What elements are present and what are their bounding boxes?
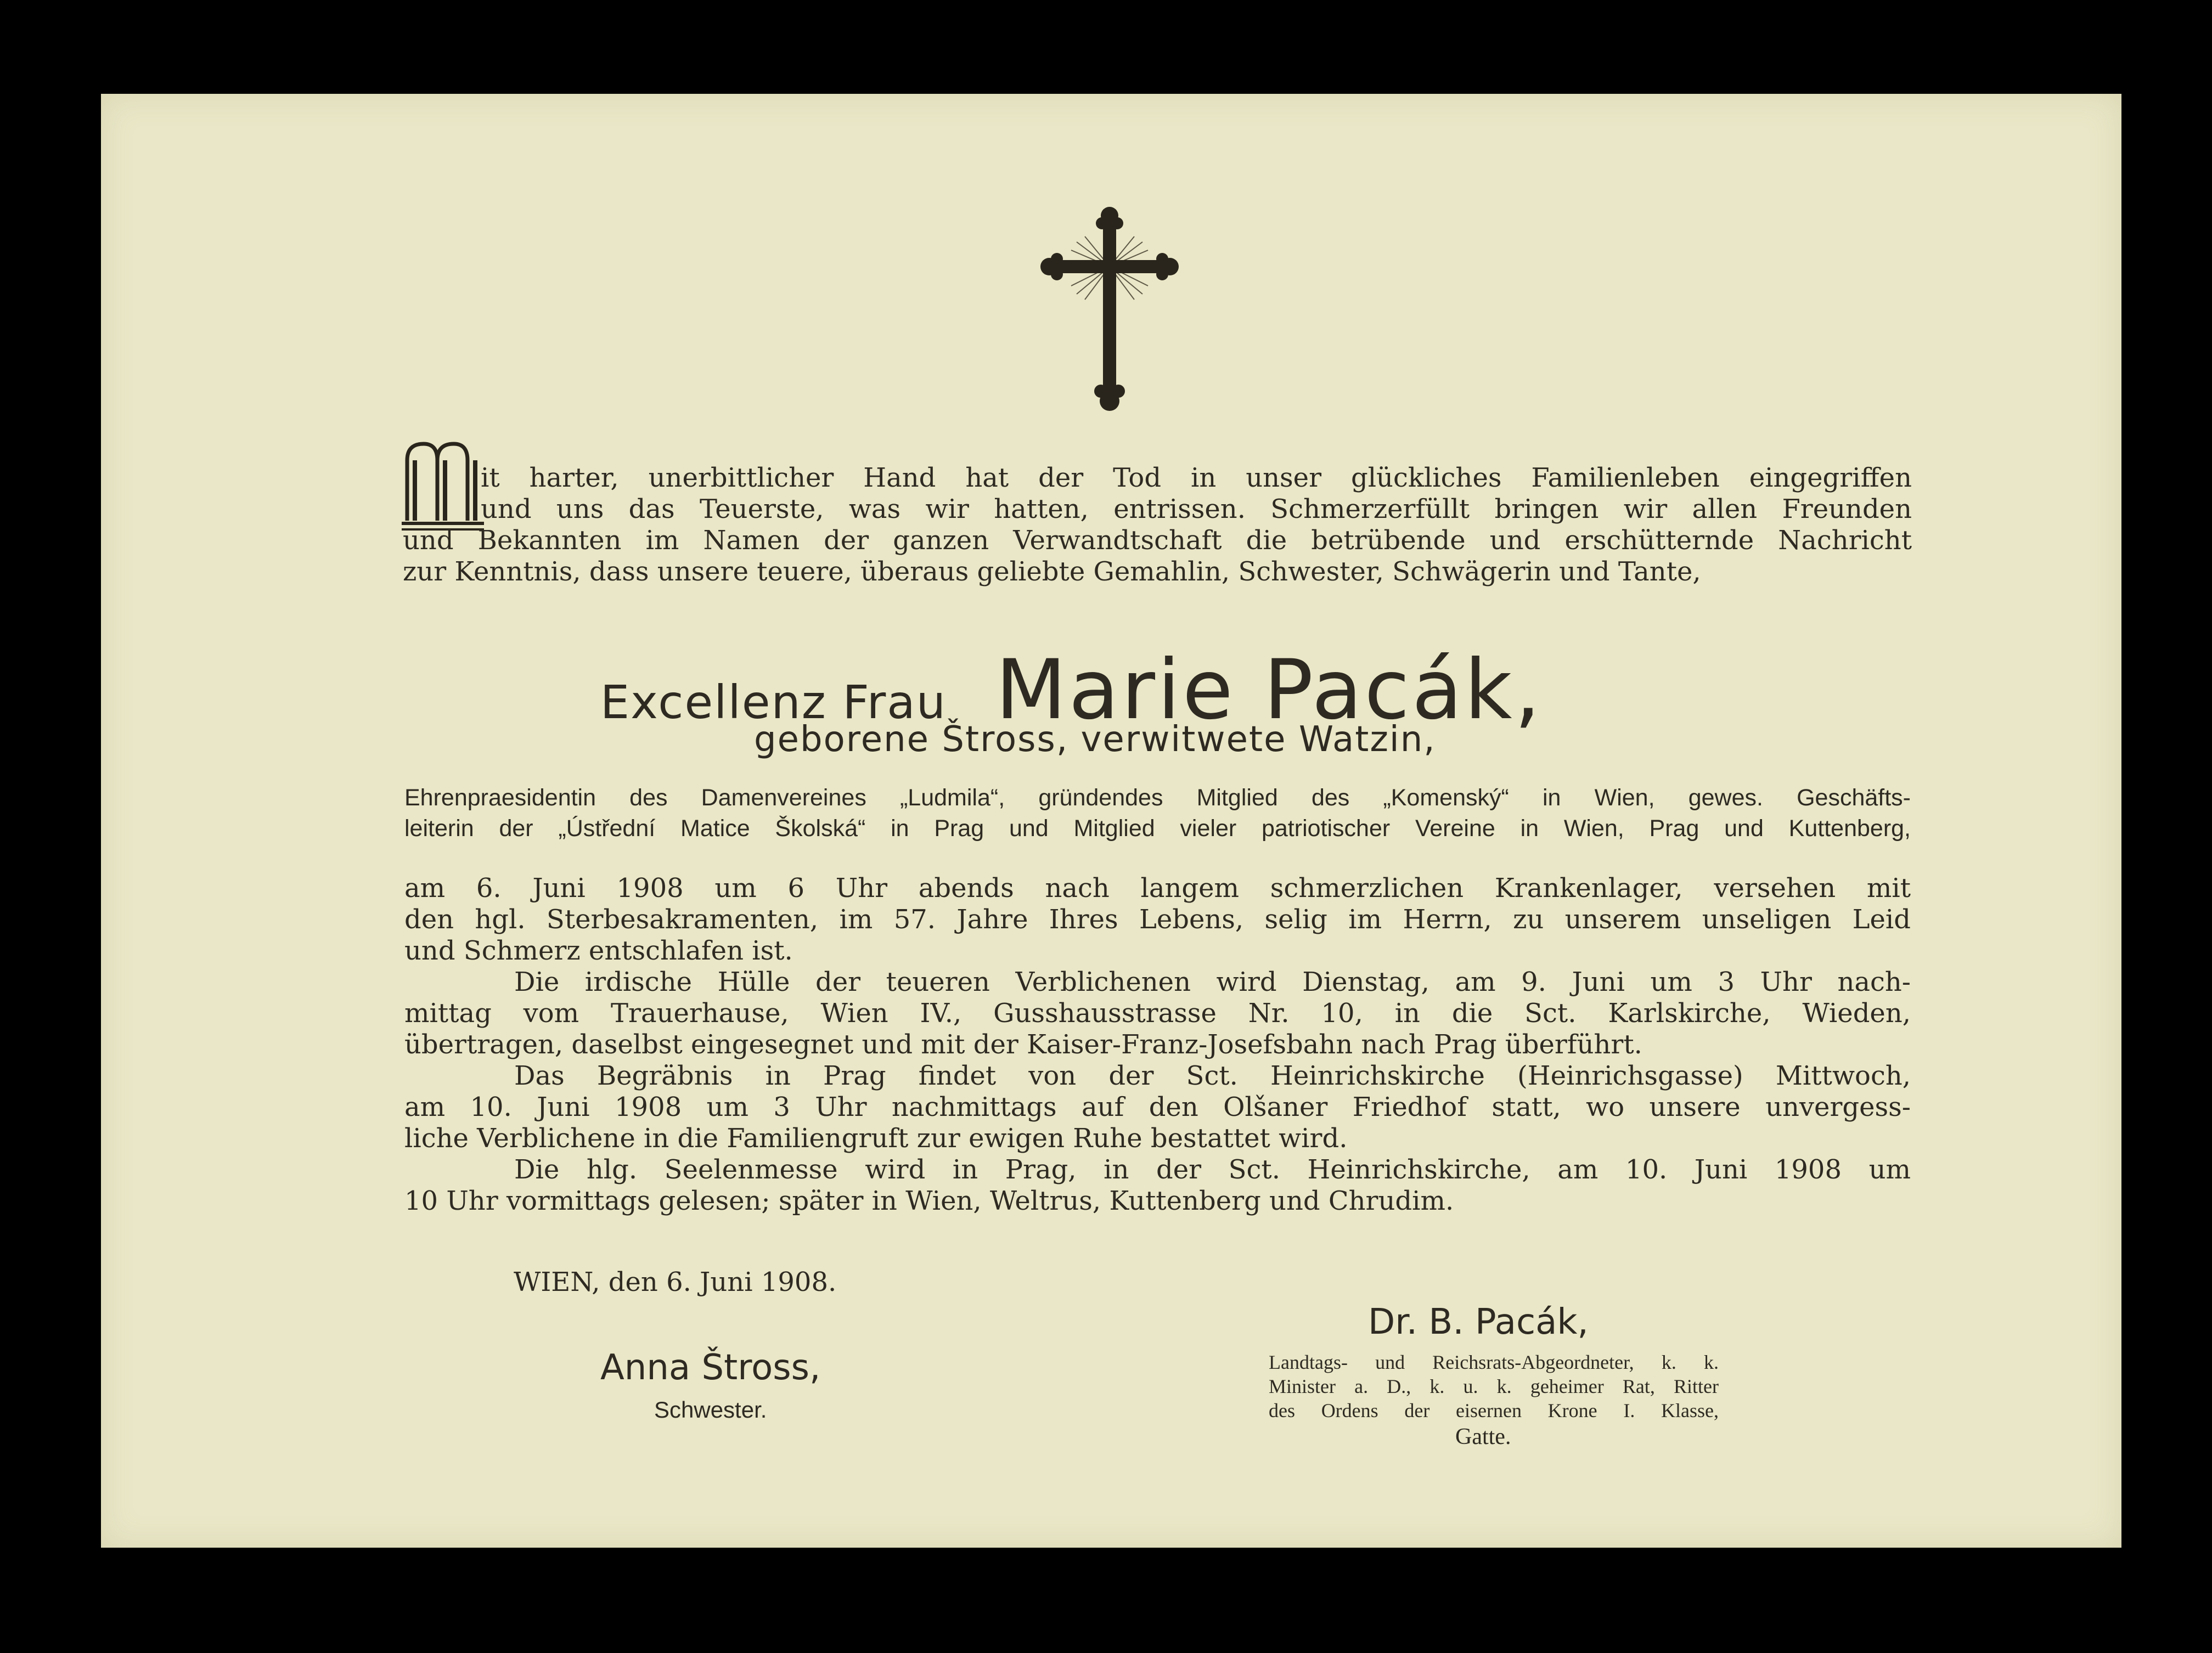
honors-line: Ehrenpraesidentin des Damenvereines „Ludmila“, gründendes Mitglied des „Komenský“ in Wien, gewes. Geschäfts-	[404, 785, 1911, 811]
opening-line: it harter, unerbittlicher Hand hat der Tod in unser glückliches Familienleben eingegriffen	[481, 462, 1912, 493]
opening-line: und Bekannten im Namen der ganzen Verwandtschaft die betrübende und erschütternde Nachricht	[403, 525, 1912, 556]
burial-line: liche Verblichene in die Familiengruft zur ewigen Ruhe bestattet wird.	[404, 1123, 1348, 1154]
deceased-name: Marie Pacák,	[995, 642, 1543, 738]
signature-right-description	[1269, 1350, 1719, 1423]
honors-paragraph	[404, 782, 1911, 844]
mass-line: 10 Uhr vormittags gelesen; später in Wien, Weltrus, Kuttenberg und Chrudim.	[404, 1186, 1454, 1216]
transfer-line: mittag vom Trauerhause, Wien IV., Gusshausstrasse Nr. 10, in die Sct. Karlskirche, Wieden,	[404, 998, 1911, 1029]
dateline: WIEN, den 6. Juni 1908.	[514, 1267, 837, 1297]
signature-right-description-line: Minister a. D., k. u. k. geheimer Rat, Ritter	[1269, 1375, 1719, 1397]
opening-paragraph	[403, 462, 1912, 588]
opening-line: zur Kenntnis, dass unsere teuere, überaus geliebte Gemahlin, Schwester, Schwägerin und Tante,	[403, 556, 1701, 587]
opening-line: und uns das Teuerste, was wir hatten, entrissen. Schmerzerfüllt bringen wir allen Freunden	[481, 494, 1912, 524]
death-line: den hgl. Sterbesakramenten, im 57. Jahre Ihres Lebens, selig im Herrn, zu unserem unseligen Leid	[404, 904, 1911, 935]
obituary-sheet	[101, 94, 2121, 1548]
signature-right-description-line: des Ordens der eisernen Krone I. Klasse,	[1269, 1400, 1719, 1421]
cross-icon	[1027, 204, 1192, 418]
body-text	[404, 873, 1911, 1217]
signature-right-name: Dr. B. Pacák,	[1368, 1302, 1589, 1342]
signature-right-role: Gatte.	[1455, 1424, 1511, 1449]
burial-line: am 10. Juni 1908 um 3 Uhr nachmittags auf den Olšaner Friedhof statt, wo unsere unvergess-	[404, 1092, 1911, 1122]
death-line: am 6. Juni 1908 um 6 Uhr abends nach langem schmerzlichen Krankenlager, versehen mit	[404, 873, 1911, 904]
deceased-born: geborene Štross, verwitwete Watzin,	[754, 719, 1436, 760]
transfer-line: übertragen, daselbst eingesegnet und mit der Kaiser-Franz-Josefsbahn nach Prag überführt.	[404, 1029, 1642, 1060]
signature-left-role: Schwester.	[654, 1397, 767, 1423]
death-line: und Schmerz entschlafen ist.	[404, 935, 793, 966]
transfer-line: Die irdische Hülle der teueren Verblichenen wird Dienstag, am 9. Juni um 3 Uhr nach-	[514, 967, 1911, 997]
mass-line: Die hlg. Seelenmesse wird in Prag, in der Sct. Heinrichskirche, am 10. Juni 1908 um	[514, 1154, 1911, 1185]
signature-right-description-line: Landtags- und Reichsrats-Abgeordneter, k. k.	[1269, 1351, 1719, 1373]
honors-line: leiterin der „Ústřední Matice Školská“ in Prag und Mitglied vieler patriotischer Vereine in Wien, Prag und Kuttenberg,	[404, 815, 1911, 842]
burial-line: Das Begräbnis in Prag findet von der Sct. Heinrichskirche (Heinrichsgasse) Mittwoch,	[514, 1060, 1911, 1091]
signature-left-name: Anna Štross,	[600, 1347, 821, 1388]
deceased-title: Excellenz Frau	[600, 675, 947, 729]
